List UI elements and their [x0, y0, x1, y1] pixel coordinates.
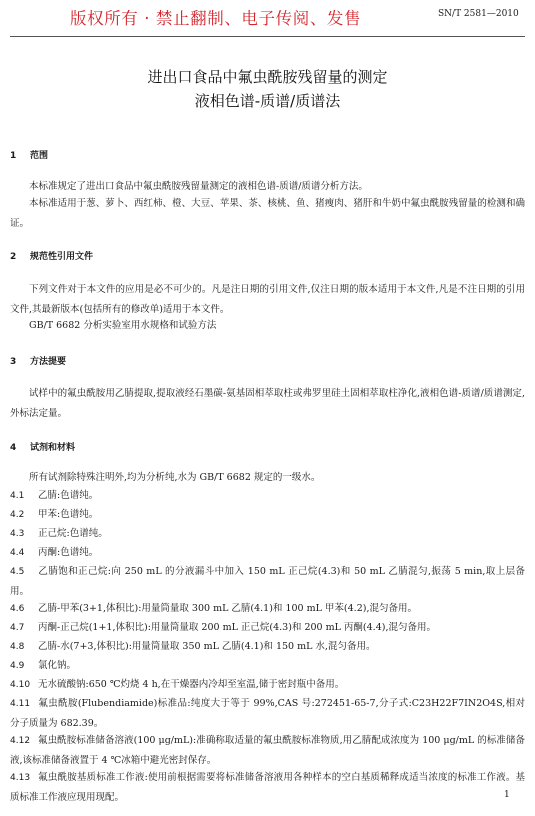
- item-number: 4.10: [10, 680, 31, 690]
- item-number: 4.12: [10, 736, 31, 746]
- section-title: 规范性引用文件: [30, 252, 94, 262]
- section-number: 3: [10, 357, 17, 367]
- paragraph: 下列文件对于本文件的应用是必不可少的。凡是注日期的引用文件,仅注日期的版本适用于本文件,凡是不注日期的引用文件,其最新版本(包括所有的修改单)适用于本文件。: [10, 284, 525, 315]
- list-item: [10, 656, 525, 676]
- list-item: [10, 524, 525, 544]
- item-text: 甲苯:色谱纯。: [38, 509, 99, 520]
- standard-code: SN/T 2581—2010: [438, 9, 519, 19]
- paragraph: 本标准适用于葱、萝卜、西红柿、橙、大豆、苹果、茶、核桃、鱼、猪瘦肉、猪肝和牛奶中氟虫酰胺残留量的检测和确证。: [10, 198, 525, 229]
- list-item: [10, 543, 525, 563]
- item-text: 氟虫酰胺标准储备溶液(100 μg/mL):准确称取适量的氟虫酰胺标准物质,用乙腈配成浓度为 100 μg/mL 的标准储备液,该标准储备液置于 4 ℃冰箱中避光密封保存。: [10, 735, 525, 766]
- section-heading-1: [10, 150, 48, 163]
- section-number: 4: [10, 443, 17, 453]
- header-rule: [10, 36, 525, 37]
- copyright-watermark: 版权所有 · 禁止翻制、电子传阅、发售: [70, 9, 362, 28]
- item-number: 4.2: [10, 510, 25, 520]
- list-item: [10, 637, 525, 657]
- item-number: 4.3: [10, 529, 25, 539]
- section-title: 范围: [30, 151, 49, 161]
- list-item: [10, 768, 525, 808]
- paragraph: 试样中的氟虫酰胺用乙腈提取,提取液经石墨碳-氨基固相萃取柱或弗罗里硅土固相萃取柱净化,液相色谱-质谱/质谱测定,外标法定量。: [10, 388, 525, 419]
- item-text: 无水硫酸钠:650 ℃灼烧 4 h,在干燥器内冷却至室温,储于密封瓶中备用。: [38, 679, 345, 690]
- item-text: 乙腈饱和正己烷:向 250 mL 的分液漏斗中加入 150 mL 正己烷(4.3)和 50 mL 乙腈混匀,振荡 5 min,取上层备用。: [10, 566, 525, 597]
- section-number: 2: [10, 252, 17, 262]
- item-text: 正己烷:色谱纯。: [38, 528, 108, 539]
- item-number: 4.6: [10, 604, 25, 614]
- normative-reference: GB/T 6682 分析实验室用水规格和试验方法: [29, 320, 217, 331]
- item-text: 乙腈-水(7+3,体积比):用量筒量取 350 mL 乙腈(4.1)和 150 mL 水,混匀备用。: [38, 641, 376, 652]
- list-item: [10, 731, 525, 771]
- item-number: 4.8: [10, 642, 25, 652]
- item-number: 4.5: [10, 567, 25, 577]
- item-number: 4.7: [10, 623, 25, 633]
- section-title: 方法提要: [30, 357, 67, 367]
- section-title: 试剂和材料: [30, 443, 76, 453]
- list-item: [10, 675, 525, 695]
- list-item: [10, 599, 525, 619]
- item-text: 氟虫酰胺(Flubendiamide)标准品:纯度大于等于 99%,CAS 号:272451-65-7,分子式:C23H22F7IN2O4S,相对分子质量为 682.39。: [10, 698, 525, 729]
- item-text: 氯化钠。: [38, 660, 77, 671]
- item-text: 丙酮:色谱纯。: [38, 547, 99, 558]
- paragraph: 所有试剂除特殊注明外,均为分析纯,水为 GB/T 6682 规定的一级水。: [29, 472, 321, 483]
- item-number: 4.1: [10, 491, 25, 501]
- item-number: 4.11: [10, 699, 31, 709]
- section-number: 1: [10, 151, 17, 161]
- list-item: [10, 694, 525, 734]
- page-number: 1: [504, 790, 510, 800]
- section-heading-3: [10, 356, 66, 369]
- document-subtitle: 液相色谱-质谱/质谱法: [194, 92, 341, 110]
- item-text: 乙腈:色谱纯。: [38, 490, 99, 501]
- list-item: [10, 618, 525, 638]
- item-text: 丙酮-正己烷(1+1,体积比):用量筒量取 200 mL 正己烷(4.3)和 200 mL 丙酮(4.4),混匀备用。: [38, 622, 436, 633]
- item-text: 氟虫酰胺基质标准工作液:使用前根据需要将标准储备溶液用各种样本的空白基质稀释成适当浓度的标准工作液。基质标准工作液应现用现配。: [10, 772, 525, 803]
- list-item: [10, 505, 525, 525]
- item-number: 4.4: [10, 548, 25, 558]
- item-number: 4.13: [10, 773, 31, 783]
- list-item: [10, 486, 525, 506]
- list-item: [10, 562, 525, 602]
- paragraph: 本标准规定了进出口食品中氟虫酰胺残留量测定的液相色谱-质谱/质谱分析方法。: [29, 181, 368, 192]
- section-heading-2: [10, 251, 93, 264]
- item-text: 乙腈-甲苯(3+1,体积比):用量筒量取 300 mL 乙腈(4.1)和 100 mL 甲苯(4.2),混匀备用。: [38, 603, 417, 614]
- section-heading-4: [10, 442, 75, 455]
- document-title: 进出口食品中氟虫酰胺残留量的测定: [147, 68, 388, 86]
- item-number: 4.9: [10, 661, 25, 671]
